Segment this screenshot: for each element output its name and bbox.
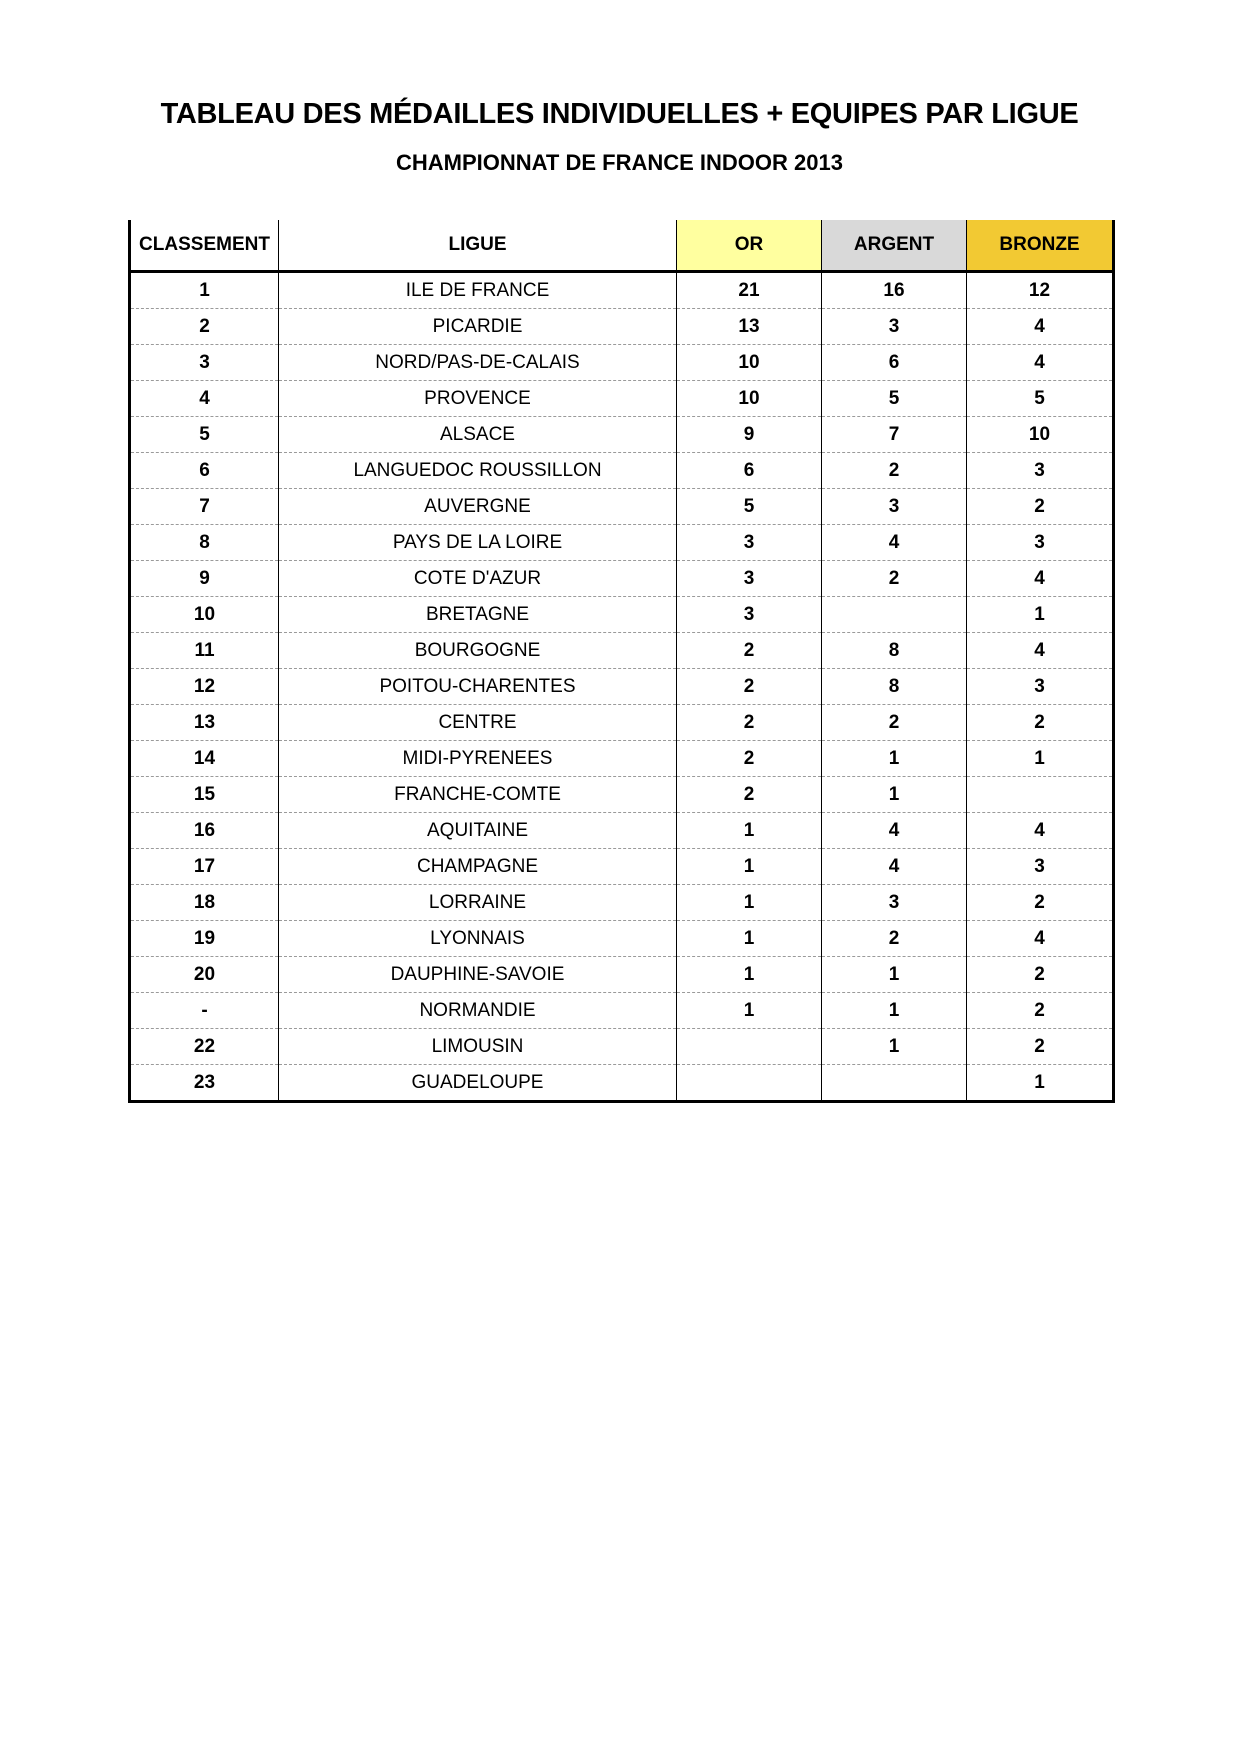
bronze-count-cell: 4 [967, 309, 1114, 345]
rank-cell: 15 [130, 777, 279, 813]
league-cell: LANGUEDOC ROUSSILLON [279, 453, 677, 489]
league-cell: ALSACE [279, 417, 677, 453]
table-row [130, 1065, 1114, 1102]
league-cell: ILE DE FRANCE [279, 272, 677, 309]
gold-count-cell: 1 [677, 921, 822, 957]
bronze-count-cell: 3 [967, 525, 1114, 561]
league-cell: LYONNAIS [279, 921, 677, 957]
table-row [130, 453, 1114, 489]
rank-cell: 23 [130, 1065, 279, 1102]
gold-count-cell: 2 [677, 669, 822, 705]
silver-count-cell: 2 [822, 453, 967, 489]
rank-cell: 6 [130, 453, 279, 489]
bronze-count-cell [967, 777, 1114, 813]
silver-count-cell: 1 [822, 1029, 967, 1065]
league-cell: LORRAINE [279, 885, 677, 921]
rank-cell: 5 [130, 417, 279, 453]
table-row [130, 741, 1114, 777]
header-bronze: BRONZE [967, 220, 1114, 272]
silver-count-cell: 1 [822, 957, 967, 993]
silver-count-cell: 2 [822, 561, 967, 597]
header-rank: CLASSEMENT [130, 220, 279, 272]
table-row [130, 849, 1114, 885]
table-row [130, 381, 1114, 417]
bronze-count-cell: 2 [967, 993, 1114, 1029]
gold-count-cell: 2 [677, 741, 822, 777]
rank-cell: 8 [130, 525, 279, 561]
bronze-count-cell: 2 [967, 489, 1114, 525]
table-row [130, 597, 1114, 633]
table-row [130, 309, 1114, 345]
table-row [130, 705, 1114, 741]
gold-count-cell: 3 [677, 561, 822, 597]
gold-count-cell: 13 [677, 309, 822, 345]
rank-cell: 19 [130, 921, 279, 957]
rank-cell: 14 [130, 741, 279, 777]
bronze-count-cell: 10 [967, 417, 1114, 453]
silver-count-cell: 3 [822, 309, 967, 345]
bronze-count-cell: 4 [967, 633, 1114, 669]
silver-count-cell: 8 [822, 669, 967, 705]
table-row [130, 561, 1114, 597]
rank-cell: 9 [130, 561, 279, 597]
league-cell: MIDI-PYRENEES [279, 741, 677, 777]
bronze-count-cell: 4 [967, 813, 1114, 849]
gold-count-cell: 1 [677, 885, 822, 921]
bronze-count-cell: 3 [967, 453, 1114, 489]
table-row [130, 489, 1114, 525]
silver-count-cell: 4 [822, 849, 967, 885]
gold-count-cell: 10 [677, 381, 822, 417]
silver-count-cell: 1 [822, 741, 967, 777]
silver-count-cell: 7 [822, 417, 967, 453]
rank-cell: - [130, 993, 279, 1029]
league-cell: PAYS DE LA LOIRE [279, 525, 677, 561]
gold-count-cell: 1 [677, 957, 822, 993]
silver-count-cell: 8 [822, 633, 967, 669]
rank-cell: 20 [130, 957, 279, 993]
table-row [130, 813, 1114, 849]
header-league: LIGUE [279, 220, 677, 272]
table-row [130, 1029, 1114, 1065]
league-cell: LIMOUSIN [279, 1029, 677, 1065]
rank-cell: 1 [130, 272, 279, 309]
gold-count-cell: 1 [677, 813, 822, 849]
silver-count-cell: 1 [822, 993, 967, 1029]
table-row [130, 525, 1114, 561]
rank-cell: 4 [130, 381, 279, 417]
league-cell: FRANCHE-COMTE [279, 777, 677, 813]
rank-cell: 10 [130, 597, 279, 633]
gold-count-cell: 21 [677, 272, 822, 309]
rank-cell: 3 [130, 345, 279, 381]
table-row [130, 633, 1114, 669]
bronze-count-cell: 4 [967, 921, 1114, 957]
silver-count-cell: 16 [822, 272, 967, 309]
bronze-count-cell: 2 [967, 1029, 1114, 1065]
bronze-count-cell: 3 [967, 669, 1114, 705]
league-cell: PICARDIE [279, 309, 677, 345]
bronze-count-cell: 2 [967, 957, 1114, 993]
silver-count-cell: 4 [822, 525, 967, 561]
league-cell: POITOU-CHARENTES [279, 669, 677, 705]
league-cell: GUADELOUPE [279, 1065, 677, 1102]
league-cell: DAUPHINE-SAVOIE [279, 957, 677, 993]
bronze-count-cell: 12 [967, 272, 1114, 309]
bronze-count-cell: 5 [967, 381, 1114, 417]
header-gold: OR [677, 220, 822, 272]
gold-count-cell: 1 [677, 993, 822, 1029]
medal-table [128, 220, 1115, 1103]
silver-count-cell: 2 [822, 705, 967, 741]
rank-cell: 16 [130, 813, 279, 849]
league-cell: BOURGOGNE [279, 633, 677, 669]
silver-count-cell: 4 [822, 813, 967, 849]
bronze-count-cell: 4 [967, 561, 1114, 597]
gold-count-cell [677, 1065, 822, 1102]
table-row [130, 885, 1114, 921]
silver-count-cell [822, 1065, 967, 1102]
gold-count-cell: 1 [677, 849, 822, 885]
table-row [130, 993, 1114, 1029]
league-cell: NORMANDIE [279, 993, 677, 1029]
league-cell: NORD/PAS-DE-CALAIS [279, 345, 677, 381]
gold-count-cell: 3 [677, 597, 822, 633]
bronze-count-cell: 1 [1034, 1071, 1045, 1093]
page-subtitle: CHAMPIONNAT DE FRANCE INDOOR 2013 [396, 150, 843, 175]
medal-table-body [130, 272, 1114, 1102]
rank-cell: 17 [130, 849, 279, 885]
rank-cell: 18 [130, 885, 279, 921]
silver-count-cell: 3 [822, 885, 967, 921]
gold-count-cell: 9 [677, 417, 822, 453]
bronze-count-cell: 4 [967, 345, 1114, 381]
table-header-row [130, 220, 1114, 272]
league-cell: CENTRE [279, 705, 677, 741]
league-cell: AQUITAINE [279, 813, 677, 849]
rank-cell: 2 [130, 309, 279, 345]
silver-count-cell: 3 [822, 489, 967, 525]
league-cell: COTE D'AZUR [279, 561, 677, 597]
silver-count-cell: 5 [822, 381, 967, 417]
rank-cell: 11 [130, 633, 279, 669]
page-title: TABLEAU DES MÉDAILLES INDIVIDUELLES + EQUIPES PAR LIGUE [160, 98, 1079, 130]
table-row [130, 669, 1114, 705]
silver-count-cell [822, 597, 967, 633]
rank-cell: 7 [130, 489, 279, 525]
gold-count-cell: 2 [677, 777, 822, 813]
table-row [130, 417, 1114, 453]
gold-count-cell: 2 [677, 633, 822, 669]
gold-count-cell: 5 [677, 489, 822, 525]
table-row [130, 957, 1114, 993]
silver-count-cell: 2 [822, 921, 967, 957]
table-row [130, 921, 1114, 957]
gold-count-cell: 6 [677, 453, 822, 489]
gold-count-cell [677, 1029, 822, 1065]
league-cell: AUVERGNE [279, 489, 677, 525]
bronze-count-cell: 1 [967, 597, 1114, 633]
rank-cell: 12 [130, 669, 279, 705]
silver-count-cell: 1 [822, 777, 967, 813]
bronze-count-cell: 2 [967, 705, 1114, 741]
table-row [130, 272, 1114, 309]
gold-count-cell: 10 [677, 345, 822, 381]
league-cell: PROVENCE [279, 381, 677, 417]
table-row [130, 777, 1114, 813]
bronze-count-cell: 2 [967, 885, 1114, 921]
gold-count-cell: 2 [677, 705, 822, 741]
rank-cell: 22 [130, 1029, 279, 1065]
league-cell: BRETAGNE [279, 597, 677, 633]
silver-count-cell: 6 [822, 345, 967, 381]
gold-count-cell: 3 [677, 525, 822, 561]
header-silver: ARGENT [822, 220, 967, 272]
rank-cell: 13 [130, 705, 279, 741]
league-cell: CHAMPAGNE [279, 849, 677, 885]
table-row [130, 345, 1114, 381]
bronze-count-cell: 1 [967, 741, 1114, 777]
bronze-count-cell: 3 [967, 849, 1114, 885]
